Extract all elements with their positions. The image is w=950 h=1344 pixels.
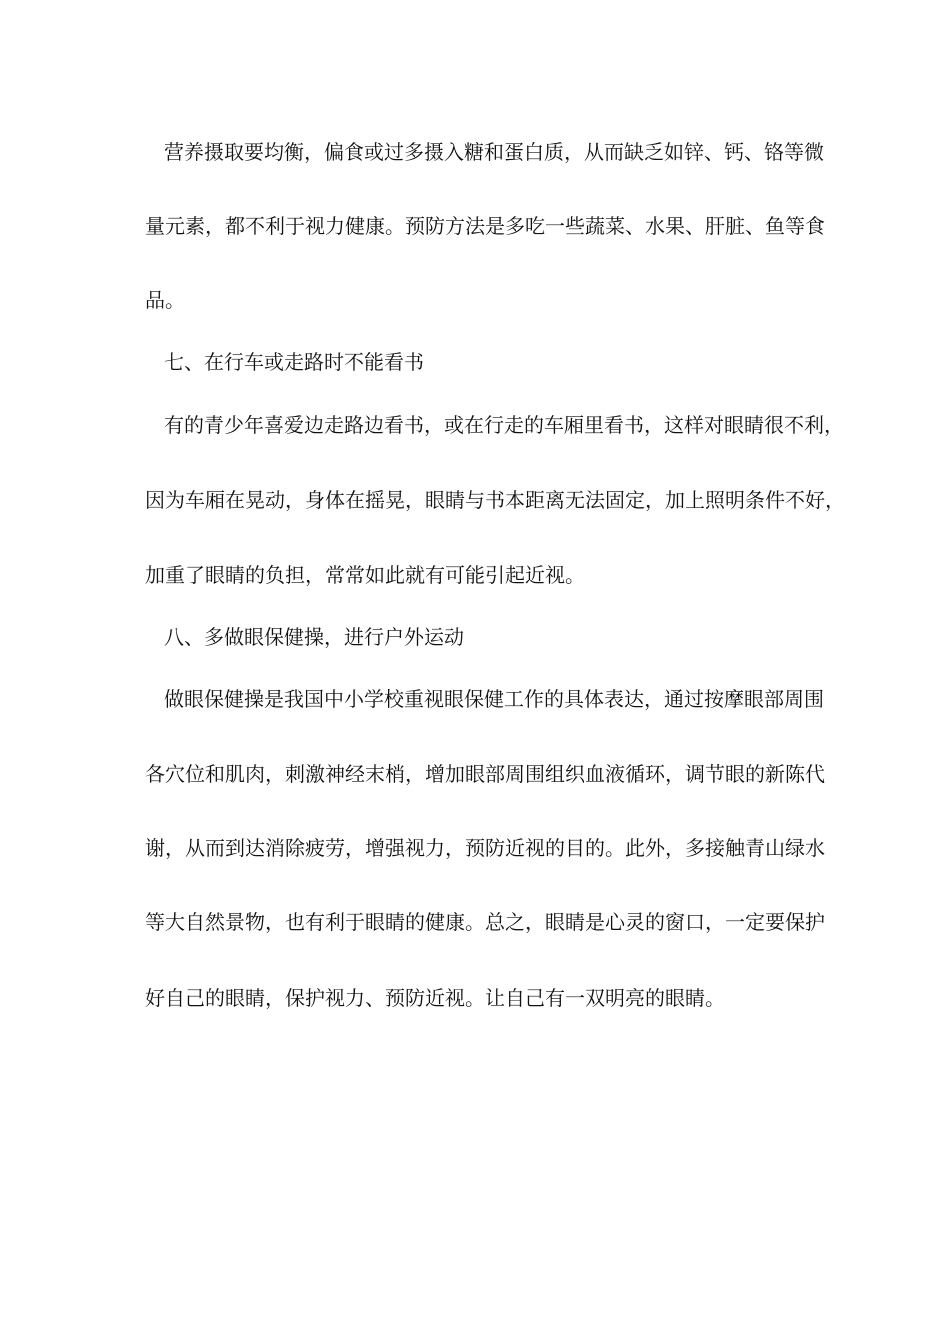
paragraph-exercise-line-4: 等大自然景物，也有利于眼睛的健康。总之，眼睛是心灵的窗口，一定要保护 — [145, 910, 825, 934]
paragraph-nutrition-line-2: 量元素，都不利于视力健康。预防方法是多吃一些蔬菜、水果、肝脏、鱼等食 — [145, 214, 825, 238]
paragraph-reading-line-2: 因为车厢在晃动，身体在摇晃，眼睛与书本距离无法固定，加上照明条件不好， — [145, 488, 845, 512]
section-heading-8: 八、多做眼保健操，进行户外运动 — [164, 625, 464, 649]
paragraph-reading-line-1: 有的青少年喜爱边走路边看书，或在行走的车厢里看书，这样对眼睛很不利， — [164, 413, 844, 437]
paragraph-nutrition-line-1: 营养摄取要均衡，偏食或过多摄入糖和蛋白质，从而缺乏如锌、钙、铬等微 — [164, 140, 824, 164]
paragraph-nutrition-line-3: 品。 — [145, 288, 185, 312]
paragraph-reading-line-3: 加重了眼睛的负担，常常如此就有可能引起近视。 — [145, 563, 585, 587]
paragraph-exercise-line-3: 谢，从而到达消除疲劳，增强视力，预防近视的目的。此外，多接触青山绿水 — [145, 836, 825, 860]
section-heading-7: 七、在行车或走路时不能看书 — [164, 350, 424, 374]
paragraph-exercise-line-2: 各穴位和肌肉，刺激神经末梢，增加眼部周围组织血液循环，调节眼的新陈代 — [145, 762, 825, 786]
paragraph-exercise-line-5: 好自己的眼睛，保护视力、预防近视。让自己有一双明亮的眼睛。 — [145, 986, 725, 1010]
paragraph-exercise-line-1: 做眼保健操是我国中小学校重视眼保健工作的具体表达，通过按摩眼部周围 — [164, 687, 824, 711]
